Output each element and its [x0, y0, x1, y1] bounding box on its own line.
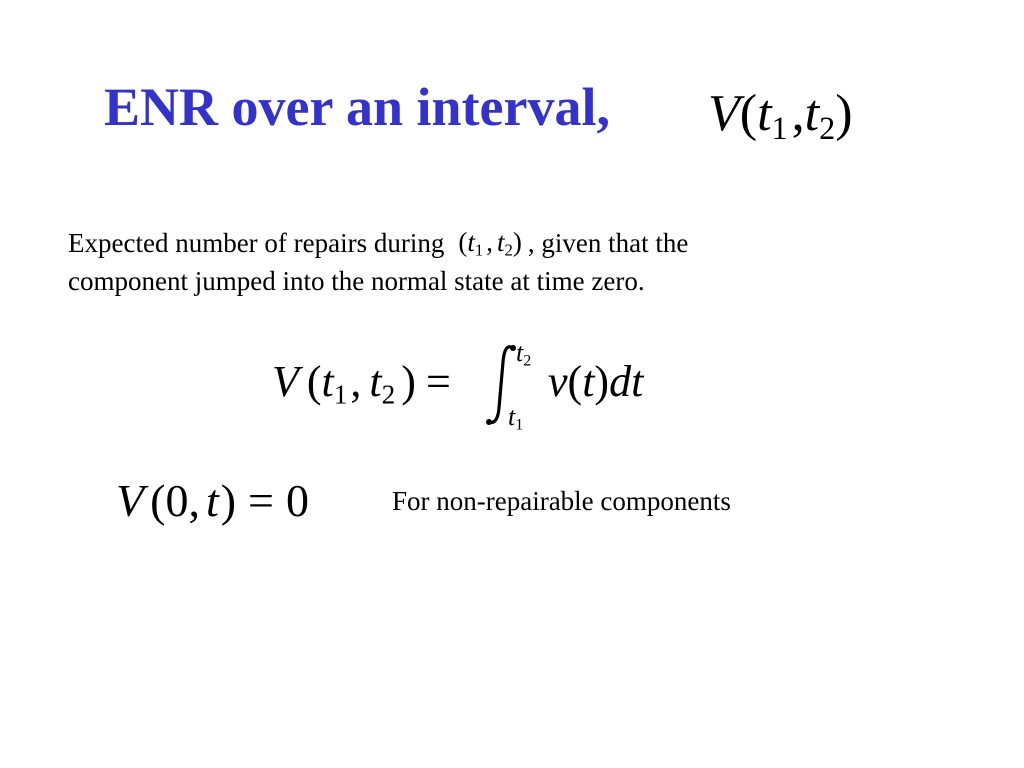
- interval-formula: [458, 227, 522, 260]
- interval-t1: t: [467, 227, 475, 257]
- zero-formula: [116, 475, 309, 526]
- zero-t: t: [205, 475, 219, 526]
- description-line-1: [68, 224, 868, 262]
- slide-title: ENR over an interval,: [104, 77, 610, 137]
- integrand-t: t: [582, 357, 595, 406]
- interval-sub2: 2: [504, 240, 513, 260]
- lhs-comma: ,: [350, 357, 362, 406]
- lhs-sub1: 1: [333, 379, 348, 410]
- zero-comma: ,: [188, 475, 200, 526]
- integral-lower-limit: [508, 402, 524, 434]
- description: [68, 224, 868, 300]
- non-repairable-note: For non-repairable components: [392, 486, 731, 516]
- lhs-equals: =: [425, 357, 451, 406]
- title-math-comma: ,: [791, 85, 805, 142]
- interval-close: ): [512, 227, 522, 257]
- title-math-sub2: 2: [819, 110, 836, 147]
- integrand-v: v: [548, 357, 568, 406]
- zero-open: (: [150, 475, 166, 526]
- interval-sub1: 1: [474, 240, 484, 260]
- lhs-t1: t: [321, 357, 334, 406]
- interval-t2: t: [497, 227, 505, 257]
- title-formula: [708, 85, 853, 147]
- lower-t: t: [508, 402, 516, 431]
- title-math-sub1: 1: [771, 110, 788, 147]
- integrand-open: (: [567, 357, 583, 406]
- title-math-open: (: [739, 85, 758, 142]
- integrand-dt: dt: [609, 357, 644, 406]
- integrand-close: ): [594, 357, 610, 406]
- zero-close: ): [220, 475, 237, 526]
- title-math-t1: t: [757, 85, 772, 142]
- description-text-after: , given that the: [527, 228, 689, 258]
- integrand: [548, 357, 644, 406]
- title-math-v: V: [708, 85, 740, 142]
- zero-arg: 0: [165, 475, 189, 526]
- lhs-sub2: 2: [381, 379, 396, 410]
- integral-formula-lhs: [272, 357, 451, 410]
- interval-open: (: [458, 227, 468, 257]
- lhs-t2: t: [369, 357, 382, 406]
- upper-sub: 2: [523, 352, 532, 370]
- lhs-close: ): [401, 357, 416, 406]
- upper-t: t: [516, 338, 524, 367]
- title-math-close: ): [835, 85, 853, 142]
- description-text-before: Expected number of repairs during: [68, 228, 445, 258]
- title-math-t2: t: [804, 85, 820, 142]
- description-line-2: component jumped into the normal state at time zero.: [68, 266, 645, 296]
- zero-equals: =: [248, 475, 274, 526]
- integral-upper-limit: [516, 338, 532, 370]
- lower-sub: 1: [515, 416, 524, 434]
- zero-rhs: 0: [286, 475, 309, 526]
- lhs-v: V: [272, 357, 299, 406]
- lhs-open: (: [306, 357, 322, 406]
- interval-comma: ,: [486, 227, 494, 257]
- zero-v: V: [116, 475, 145, 526]
